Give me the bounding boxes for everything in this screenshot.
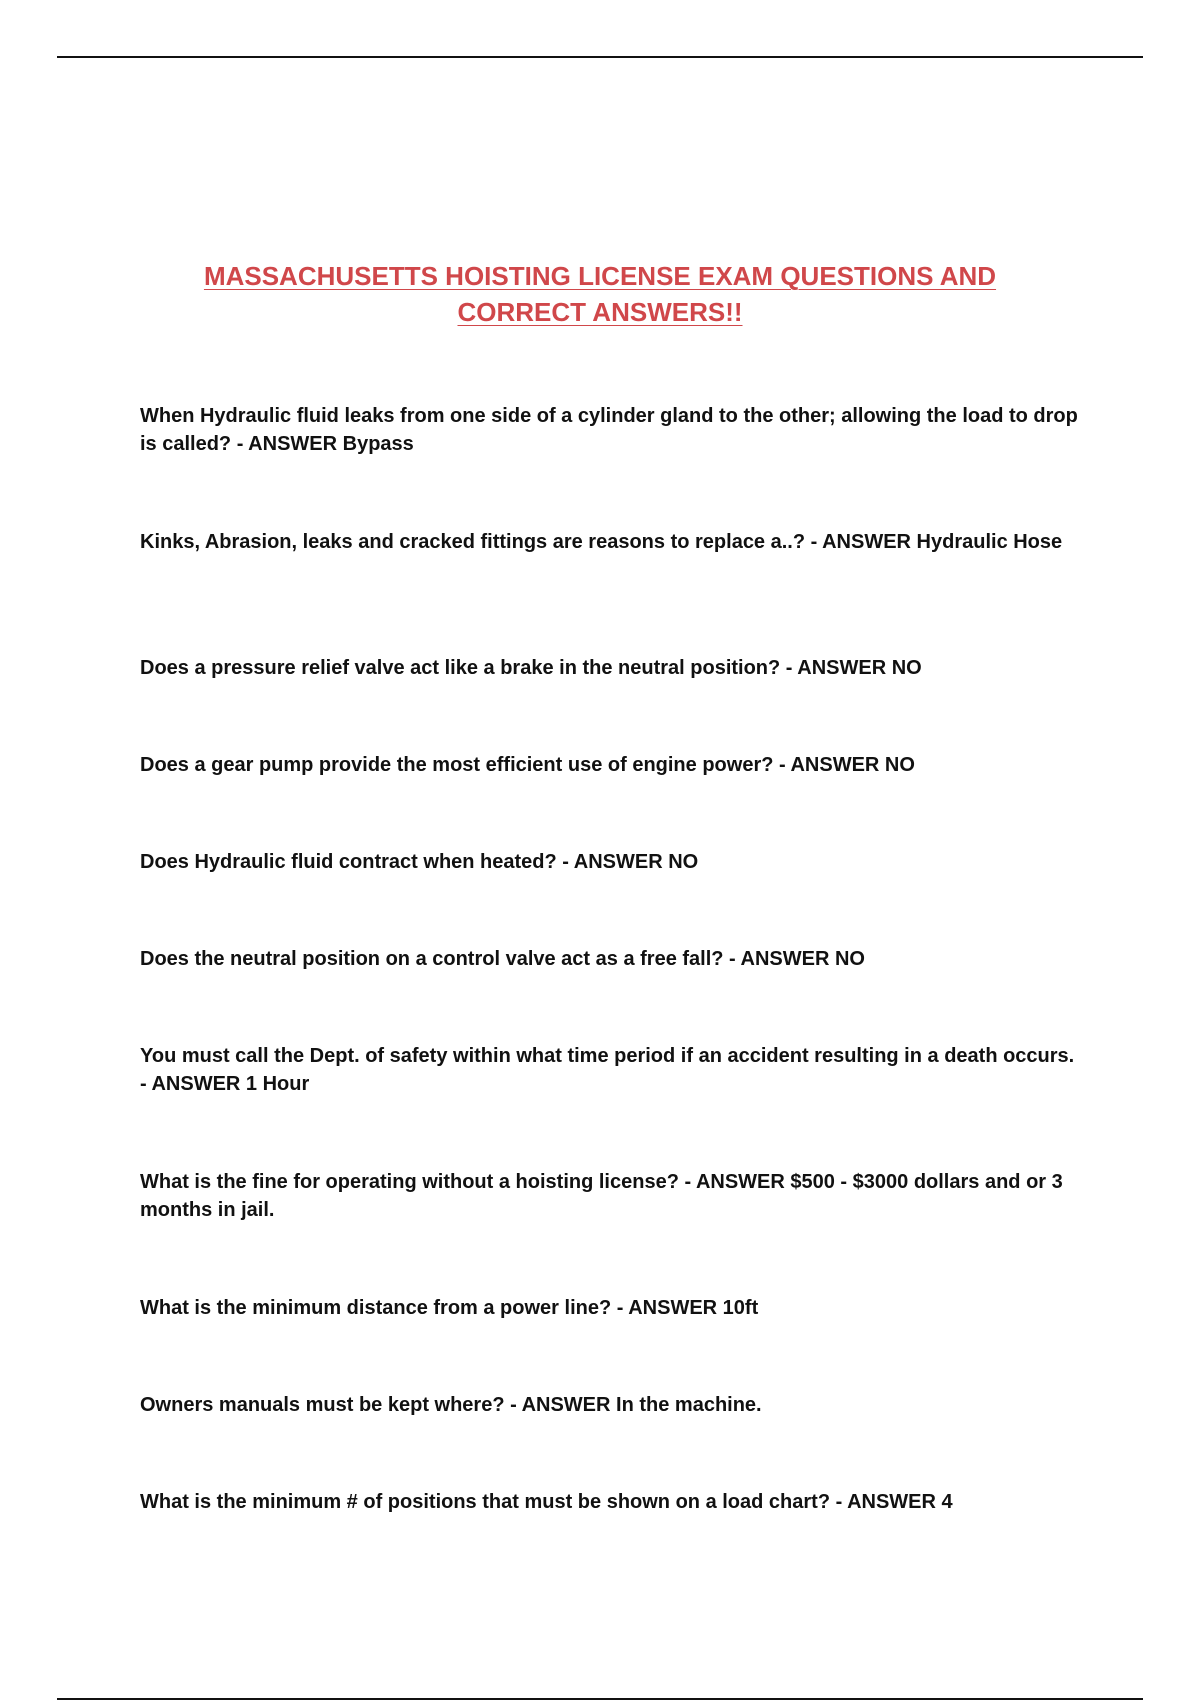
qa-item-9: What is the minimum distance from a power line? - ANSWER 10ft bbox=[140, 1297, 759, 1319]
qa-item-5: Does Hydraulic fluid contract when heated? - ANSWER NO bbox=[140, 851, 699, 873]
qa-item-10: Owners manuals must be kept where? - ANSWER In the machine. bbox=[140, 1394, 762, 1416]
qa-item-11: What is the minimum # of positions that must be shown on a load chart? - ANSWER 4 bbox=[140, 1491, 953, 1513]
qa-item-6: Does the neutral position on a control valve act as a free fall? - ANSWER NO bbox=[140, 948, 865, 970]
qa-item-3: Does a pressure relief valve act like a brake in the neutral position? - ANSWER NO bbox=[140, 657, 922, 679]
document-title: MASSACHUSETTS HOISTING LICENSE EXAM QUESTIONS AND CORRECT ANSWERS!! bbox=[203, 261, 997, 327]
qa-item-7: You must call the Dept. of safety within what time period if an accident resulting in a death occurs. - ANSWER 1 Hour bbox=[140, 1045, 1075, 1095]
qa-item-1: When Hydraulic fluid leaks from one side of a cylinder gland to the other; allowing the load to drop is called? - ANSWER Bypass bbox=[140, 405, 1078, 455]
qa-item-4: Does a gear pump provide the most efficient use of engine power? - ANSWER NO bbox=[140, 754, 915, 776]
top-rule bbox=[57, 56, 1143, 58]
qa-item-8: What is the fine for operating without a hoisting license? - ANSWER $500 - $3000 dollars and or 3 months in jail. bbox=[140, 1171, 1063, 1221]
qa-item-2: Kinks, Abrasion, leaks and cracked fittings are reasons to replace a..? - ANSWER Hydraulic Hose bbox=[140, 531, 1063, 553]
